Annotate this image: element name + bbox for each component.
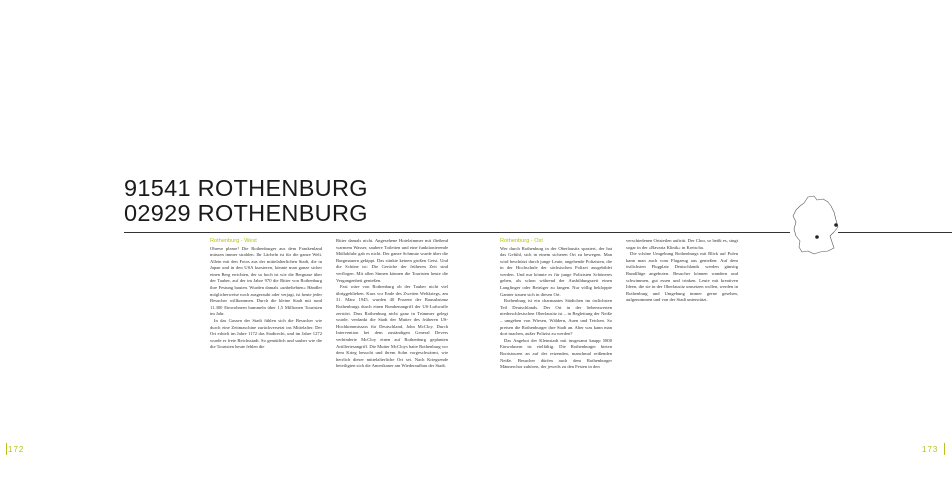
paragraph: Wer durch Rothenburg in der Oberlausitz spaziert, der hat das Gefühl, sich in einem sicheren Ort zu bewegen. Man wird beschützt durch junge Leute, angehende Polizisten, die in der Hochschule der sächsischen Polizei ausgebildet werden. Und nur könnte es für junge Polizisten Schöneres geben, als schon während der Ausbildungszeit einen Langfinger oder Betrüger zu fangen. Nur völlig bekloppte Ganner trauen sich in diesen Ort. xyxy=(500,245,612,297)
title-line-1: 91541 ROTHENBURG xyxy=(124,175,368,201)
paragraph: Ohrese please! Die Rothenburger aus dem Frankenland müssen immer strahlen. Ihr Lächeln ist für die ganze Welt. Allein mit den Fotos aus der mittelalterlichen Stadt, die in Japan und in den USA kursieren, könnte man ganze sicher einen Berg errichten, der so hoch ist wie die Bergnase über der Tauber, auf der im Jahre 970 die Ritter von Rothenburg ihre Festung bauten. Wurden damals »unbeliebten« Händler möglicherweise noch ausgeraubt oder verjagt, ist heute jeder Besucher willkommen. Durch die kleine Stadt mit rund 11.300 Einwohnern bummeln über 1,5 Millionen Touristen im Jahr. xyxy=(210,245,322,317)
paragraph: Rothenburg ist ein charmantes Städtchen im östlichsten Teil Deutschlands. Der Ort in der liebenswerten niederschlesischen Oberlausitz ist – in Begleitung der Neiße – umgeben von Wiesen, Wäldern, Auen und Teichen. So preisen die Rothenburger ihre Stadt an. Aber was kann man dort machen, außer Polizist zu werden? xyxy=(500,298,612,337)
germany-map-icon xyxy=(790,194,842,256)
paragraph: Ritter damals nicht. Angesehene Hotelzimmer mit fließend warmem Wasser, saubere Toiletten und eine funktionierende Müllabfuhr gab es nicht. Der ganze Schmutz wurde über die Burgmauern gekippt. Das stinkte keinen großen Geist. Und die Schöne ist: Die Gerüche der früheren Zeit sind verflogen. Mit allen Sinnen können die Touristen heute die Vergangenheit genießen. xyxy=(336,238,448,283)
paragraph: Die schöne Umgebung Rothenburgs mit Blick auf Polen kann man auch vom Flugzeug aus genießen: Auf dem östlichsten Flugplatz Deutschlands werden günstig Rundflüge angeboten. Besucher können wandern und schwimmen, gut essen und trinken. Leute mit kreativen Ideen, die sie in der Oberlausitz umsetzen wollen, werden in Rothenburg und Umgebung immer gerne gesehen, aufgenommen und von der Stadt unterstützt. xyxy=(626,251,738,303)
map-marker-west xyxy=(815,235,819,239)
page-title xyxy=(124,176,368,226)
paragraph: In das Gassen der Stadt fühlen sich die Besucher wie durch eine Zeitmaschine zurückversetzt ins Mittelalter. Der Ort erhielt im Jahre 1172 das Stadtrecht, und im Jahre 1272 wurde er freie Reichsstadt. So gemütlich und sauber wie die die Touristen heute fehlen die xyxy=(210,318,322,350)
paragraph: Fast wäre von Rothenburg ob der Tauber nicht viel übriggeblieben. Kurz vor Ende des Zweiten Weltkriegs, am 31. März 1945, wurden 40 Prozent der Bausubstanz Rothenburgs durch einen Bombenangriff der US-Luftwaffe zerstört. Dass Rothenburg nicht ganz in Trümmer gelegt wurde, verdankt die Stadt der Mutter des früheren US-Hochkommissars für Deutschland, John McCloy. Durch Intervention bei dem zuständigen General Devers verhinderte McCloy einen auf Rothenburg geplanten Artilleriesangriff. Die Mutter McCloys hatte Rothenburg vor dem Krieg besucht und ihrem Sohn vorgeschwärmt, wie herrlich dieser mittelalterliche Ort sei. Nach Kriegsende beteiligten sich die Amerikaner am Wiederaufbau der Stadt. xyxy=(336,284,448,369)
column-west-1 xyxy=(210,238,322,351)
page-number-right: 173 xyxy=(922,445,939,454)
page-number-bar-right xyxy=(944,443,945,455)
paragraph: Das Angebot der Kleinstadt mit insgesamt knapp 5800 Einwohnern ist vielfältig. Die Rothenburger bieten Bootstouren an auf der reizenden, manchmal reißenden Neiße. Besucher dürfen auch dem Rothenburger Männerchor zuhören, der jeweils zu den Festen in den xyxy=(500,337,612,370)
paragraph: verschiedenen Ortsteilen auftritt. Der Chor, so heißt es, singt sogar in der »Bavaria Klinik« in Kreischa. xyxy=(626,238,738,250)
page-number-bar-left xyxy=(6,443,7,455)
column-ost-1 xyxy=(500,238,612,371)
section-heading-west: Rothenburg - West xyxy=(210,238,257,244)
title-line-2: 02929 ROTHENBURG xyxy=(124,200,368,226)
page-number-left: 172 xyxy=(8,445,25,454)
map-marker-east xyxy=(834,223,838,227)
title-rule-right xyxy=(838,232,952,233)
title-rule xyxy=(124,232,790,233)
column-ost-2 xyxy=(626,238,738,304)
column-west-2 xyxy=(336,238,448,370)
section-heading-ost: Rothenburg - Ost xyxy=(500,238,543,244)
